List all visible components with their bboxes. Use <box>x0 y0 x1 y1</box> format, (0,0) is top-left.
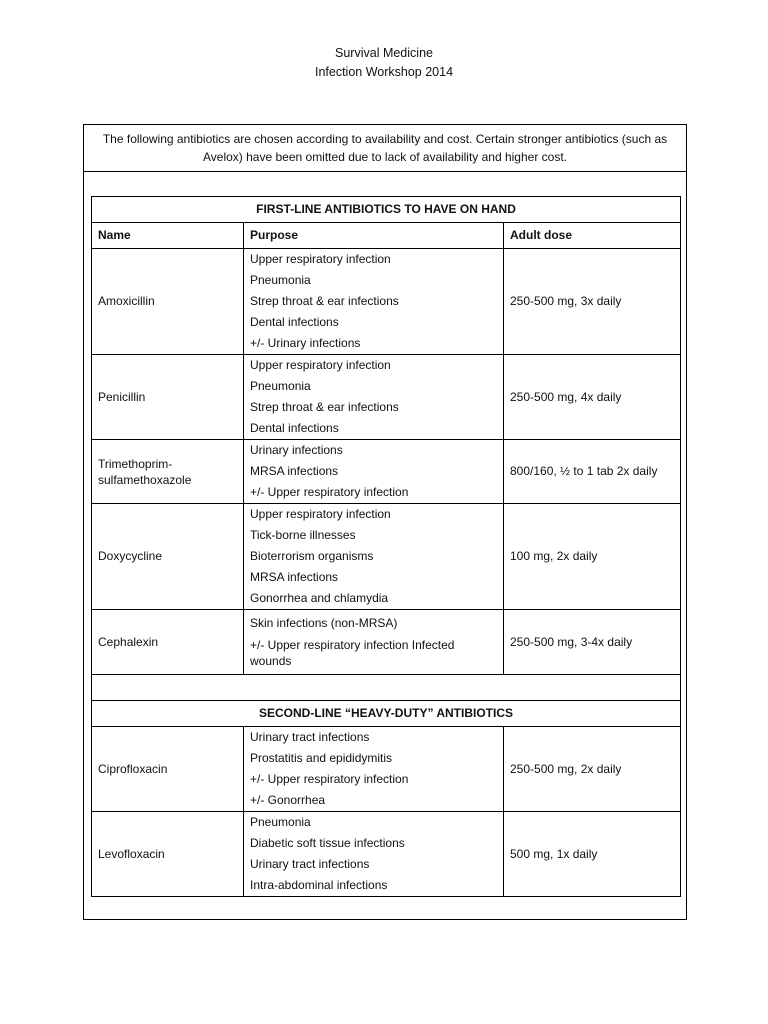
drug-dose: 250-500 mg, 3-4x daily <box>504 610 681 675</box>
purpose-item: Strep throat & ear infections <box>250 294 399 308</box>
drug-name: Trimethoprim-sulfamethoxazole <box>92 440 244 504</box>
table-row <box>92 610 681 675</box>
drug-dose: 500 mg, 1x daily <box>504 812 681 897</box>
purpose-item: Upper respiratory infection <box>250 252 391 266</box>
column-header-dose: Adult dose <box>504 223 681 249</box>
drug-purpose <box>244 355 504 440</box>
drug-purpose <box>244 249 504 355</box>
drug-purpose <box>244 610 504 675</box>
drug-name: Levofloxacin <box>92 812 244 897</box>
first-line-title: FIRST-LINE ANTIBIOTICS TO HAVE ON HAND <box>92 197 681 223</box>
table-row <box>92 355 681 440</box>
column-header-purpose: Purpose <box>244 223 504 249</box>
purpose-item: Gonorrhea and chlamydia <box>250 591 389 605</box>
purpose-item: Skin infections (non-MRSA) <box>250 616 398 630</box>
purpose-item: Diabetic soft tissue infections <box>250 836 405 850</box>
purpose-item: +/- Gonorrhea <box>250 793 326 807</box>
second-line-title: SECOND-LINE “HEAVY-DUTY” ANTIBIOTICS <box>92 701 681 727</box>
purpose-item: MRSA infections <box>250 464 339 478</box>
drug-dose: 250-500 mg, 3x daily <box>504 249 681 355</box>
drug-purpose <box>244 440 504 504</box>
purpose-item: Strep throat & ear infections <box>250 400 399 414</box>
purpose-item: +/- Upper respiratory infection Infected wounds <box>250 638 455 668</box>
purpose-item: +/- Upper respiratory infection <box>250 772 409 786</box>
drug-name: Ciprofloxacin <box>92 727 244 812</box>
table-row <box>92 727 681 812</box>
purpose-item: Tick-borne illnesses <box>250 528 356 542</box>
purpose-item: Intra-abdominal infections <box>250 878 388 892</box>
table-row <box>92 249 681 355</box>
intro-text: The following antibiotics are chosen according to availability and cost. Certain stronger antibiotics (such as Avelox) have been omitted due to lack of availability and higher cost. <box>84 125 686 172</box>
drug-purpose <box>244 727 504 812</box>
drug-purpose <box>244 812 504 897</box>
document-header <box>0 44 768 82</box>
purpose-item: +/- Urinary infections <box>250 336 361 350</box>
purpose-item: +/- Upper respiratory infection <box>250 485 409 499</box>
table-row <box>92 812 681 897</box>
column-header-name: Name <box>92 223 244 249</box>
antibiotics-table <box>91 196 681 897</box>
column-header-row <box>92 223 681 249</box>
purpose-item: Bioterrorism organisms <box>250 549 374 563</box>
drug-dose: 100 mg, 2x daily <box>504 504 681 610</box>
table-body <box>92 197 681 897</box>
drug-name: Amoxicillin <box>92 249 244 355</box>
purpose-item: Upper respiratory infection <box>250 507 391 521</box>
drug-name: Cephalexin <box>92 610 244 675</box>
purpose-item: Pneumonia <box>250 379 311 393</box>
content-box <box>83 124 687 920</box>
purpose-item: Urinary tract infections <box>250 857 370 871</box>
spacer-row <box>92 675 681 701</box>
purpose-item: Dental infections <box>250 421 339 435</box>
drug-name: Penicillin <box>92 355 244 440</box>
table-row <box>92 440 681 504</box>
purpose-item: Upper respiratory infection <box>250 358 391 372</box>
table-row <box>92 504 681 610</box>
header-title: Survival Medicine <box>335 46 433 60</box>
purpose-item: MRSA infections <box>250 570 339 584</box>
section-header-row <box>92 701 681 727</box>
purpose-item: Urinary infections <box>250 443 343 457</box>
purpose-item: Urinary tract infections <box>250 730 370 744</box>
purpose-item: Dental infections <box>250 315 339 329</box>
drug-name: Doxycycline <box>92 504 244 610</box>
section-header-row <box>92 197 681 223</box>
purpose-item: Pneumonia <box>250 273 311 287</box>
drug-dose: 250-500 mg, 2x daily <box>504 727 681 812</box>
purpose-item: Pneumonia <box>250 815 311 829</box>
purpose-item: Prostatitis and epididymitis <box>250 751 393 765</box>
header-subtitle: Infection Workshop 2014 <box>314 65 454 79</box>
drug-purpose <box>244 504 504 610</box>
drug-dose: 250-500 mg, 4x daily <box>504 355 681 440</box>
table-divider <box>92 675 681 701</box>
drug-dose: 800/160, ½ to 1 tab 2x daily <box>504 440 681 504</box>
